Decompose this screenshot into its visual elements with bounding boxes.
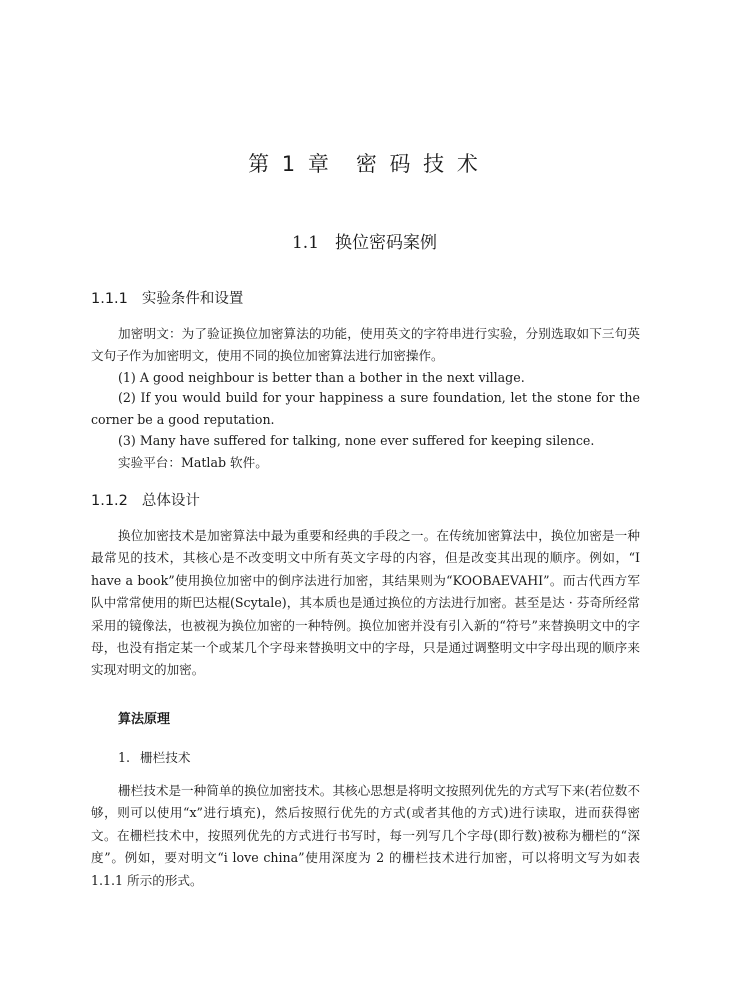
subsection-title-text-2: 总体设计 — [141, 493, 200, 509]
section-title — [0, 228, 729, 253]
plaintext-item-3: (3) Many have suffered for talking, none ever suffered for keeping silence. — [118, 433, 595, 448]
rail-fence-heading — [118, 747, 190, 766]
subsection-title-1 — [91, 287, 243, 308]
subsection-number-2: 1.1.2 — [91, 493, 128, 509]
section-number: 1.1 — [291, 233, 320, 253]
intro-paragraph: 加密明文：为了验证换位加密算法的功能，使用英文的字符串进行实验，分别选取如下三句英文句子作为加密明文，使用不同的换位加密算法进行加密操作。 — [91, 326, 640, 364]
plaintext-item-2: (2) If you would build for your happiness a sure foundation, let the stone for the corner be a good reputation. — [91, 390, 640, 428]
algorithm-heading: 算法原理 — [118, 712, 171, 727]
rail-fence-title: 栅栏技术 — [140, 750, 191, 765]
design-paragraph: 换位加密技术是加密算法中最为重要和经典的手段之一。在传统加密算法中，换位加密是一种最常见的技术，其核心是不改变明文中所有英文字母的内容，但是改变其出现的顺序。例如，“I have a book”使用换位加密中的倒序法进行加密，其结果则为“KOOBAEVAHI”。而古代西方军队中常常使用的斯巴达棍(Scytale)，其本质也是通过换位的方法进行加密。甚至是达 · 芬奇所经常采用的镜像法，也被视为换位加密的一种特例。换位加密并没有引入新的“符号”来替换明文中的字母，也没有指定某一个或某几个字母来替换明文中的字母，只是通过调整明文中字母出现的顺序来实现对明文的加密。 — [91, 528, 640, 678]
plaintext-item-1: (1) A good neighbour is better than a bother in the next village. — [118, 370, 525, 385]
subsection-title-text-1: 实验条件和设置 — [141, 291, 244, 307]
section-title-text: 换位密码案例 — [335, 233, 438, 253]
chapter-title: 第 1 章 密 码 技 术 — [248, 152, 481, 176]
platform-line: 实验平台：Matlab 软件。 — [118, 455, 268, 470]
rail-fence-number: 1. — [118, 750, 131, 765]
rail-fence-paragraph: 栅栏技术是一种简单的换位加密技术。其核心思想是将明文按照列优先的方式写下来(若位数不够，则可以使用“x”进行填充)，然后按照行优先的方式(或者其他的方式)进行读取，进而获得密文。在栅栏技术中，按照列优先的方式进行书写时，每一列写几个字母(即行数)被称为栅栏的“深度”。例如，要对明文“i love china”使用深度为 2 的栅栏技术进行加密，可以将明文写为如表 1.1.1 所示的形式。 — [91, 783, 640, 888]
subsection-title-2 — [91, 489, 200, 510]
subsection-number-1: 1.1.1 — [91, 291, 128, 307]
